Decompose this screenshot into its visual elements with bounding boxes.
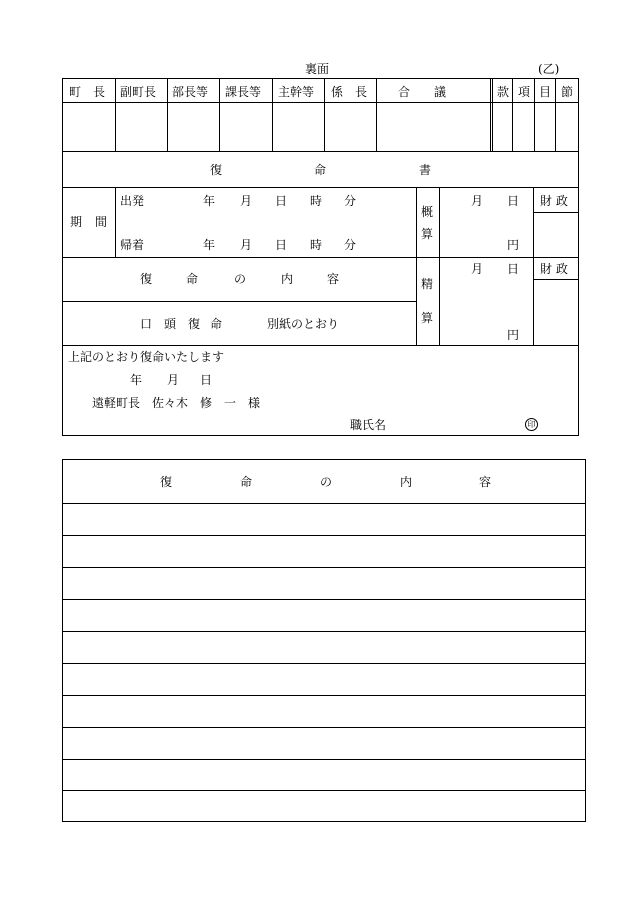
ruled-line [63, 631, 585, 632]
approval-col-consultation: 合 議 [398, 85, 447, 99]
return-day: 日 [275, 238, 288, 252]
return-year: 年 [203, 238, 216, 252]
content-heading-char-3: の [234, 272, 247, 286]
depart-minute: 分 [344, 194, 357, 208]
content-heading-char-5: 容 [327, 272, 340, 286]
ruled-line [63, 663, 585, 664]
form-title-char-2: 命 [314, 163, 327, 177]
approval-col-setsu: 節 [561, 85, 574, 99]
report-date-day: 日 [200, 373, 213, 387]
content-sheet-title-char-3: の [320, 475, 333, 489]
gaisan-day: 日 [507, 194, 520, 208]
gaisan-yen: 円 [507, 238, 520, 252]
gaisan-label-1: 概 [421, 205, 434, 219]
return-hour: 時 [310, 238, 323, 252]
depart-label: 出発 [120, 194, 145, 208]
seisan-zaisei-label: 財 政 [540, 262, 568, 276]
form-title-char-1: 復 [210, 163, 223, 177]
report-date-month: 月 [167, 373, 180, 387]
content-sheet-title-char-5: 容 [479, 475, 492, 489]
seisan-label-1: 精 [421, 277, 434, 291]
seisan-yen: 円 [507, 328, 520, 342]
ruled-line [63, 727, 585, 728]
oral-report-char-2: 頭 [164, 317, 177, 331]
oral-report-char-1: 口 [140, 317, 153, 331]
separate-sheet-label: 別紙のとおり [267, 317, 340, 331]
ruled-line [63, 535, 585, 536]
seisan-day: 日 [507, 262, 520, 276]
depart-day: 日 [275, 194, 288, 208]
approval-col-moku: 目 [539, 85, 552, 99]
approval-col-supervisor: 主幹等 [278, 85, 315, 99]
seisan-label-2: 算 [421, 311, 434, 325]
approval-col-deputy-mayor: 副町長 [120, 85, 157, 99]
return-label: 帰着 [120, 238, 145, 252]
return-minute: 分 [344, 238, 357, 252]
form-type-label: (乙) [538, 62, 560, 76]
approval-col-section-chief: 課長等 [225, 85, 262, 99]
seal-mark-icon: 印 [525, 418, 538, 431]
report-date-year: 年 [130, 373, 143, 387]
gaisan-zaisei-label: 財 政 [540, 194, 568, 208]
approval-col-kou: 項 [518, 85, 531, 99]
content-heading-char-4: 内 [281, 272, 294, 286]
approval-col-kan: 款 [497, 85, 510, 99]
depart-year: 年 [203, 194, 216, 208]
content-sheet-title-char-4: 内 [400, 475, 413, 489]
content-heading-char-1: 復 [140, 272, 153, 286]
return-month: 月 [240, 238, 253, 252]
page-side-label: 裏面 [305, 62, 330, 76]
approval-col-unit-chief: 係 長 [331, 85, 368, 99]
content-sheet-title-char-2: 命 [240, 475, 253, 489]
content-sheet-title-char-1: 復 [160, 475, 173, 489]
seisan-month: 月 [471, 262, 484, 276]
content-sheet [62, 459, 586, 822]
ruled-line [63, 790, 585, 791]
gaisan-label-2: 算 [421, 227, 434, 241]
depart-month: 月 [240, 194, 253, 208]
oral-report-char-3: 復 [188, 317, 201, 331]
ruled-line [63, 567, 585, 568]
name-label: 職氏名 [350, 418, 387, 432]
oral-report-char-4: 命 [210, 317, 223, 331]
form-title-char-3: 書 [419, 163, 432, 177]
period-label-1: 期 [70, 215, 83, 229]
content-heading-char-2: 命 [186, 272, 199, 286]
ruled-line [63, 695, 585, 696]
approval-col-mayor: 町 長 [69, 85, 106, 99]
gaisan-month: 月 [471, 194, 484, 208]
period-label-2: 間 [95, 215, 108, 229]
report-statement: 上記のとおり復命いたします [68, 350, 225, 364]
addressee: 遠軽町長 佐々木 修 一 様 [92, 396, 261, 410]
ruled-line [63, 599, 585, 600]
ruled-line [63, 759, 585, 760]
depart-hour: 時 [310, 194, 323, 208]
approval-col-director: 部長等 [172, 85, 209, 99]
